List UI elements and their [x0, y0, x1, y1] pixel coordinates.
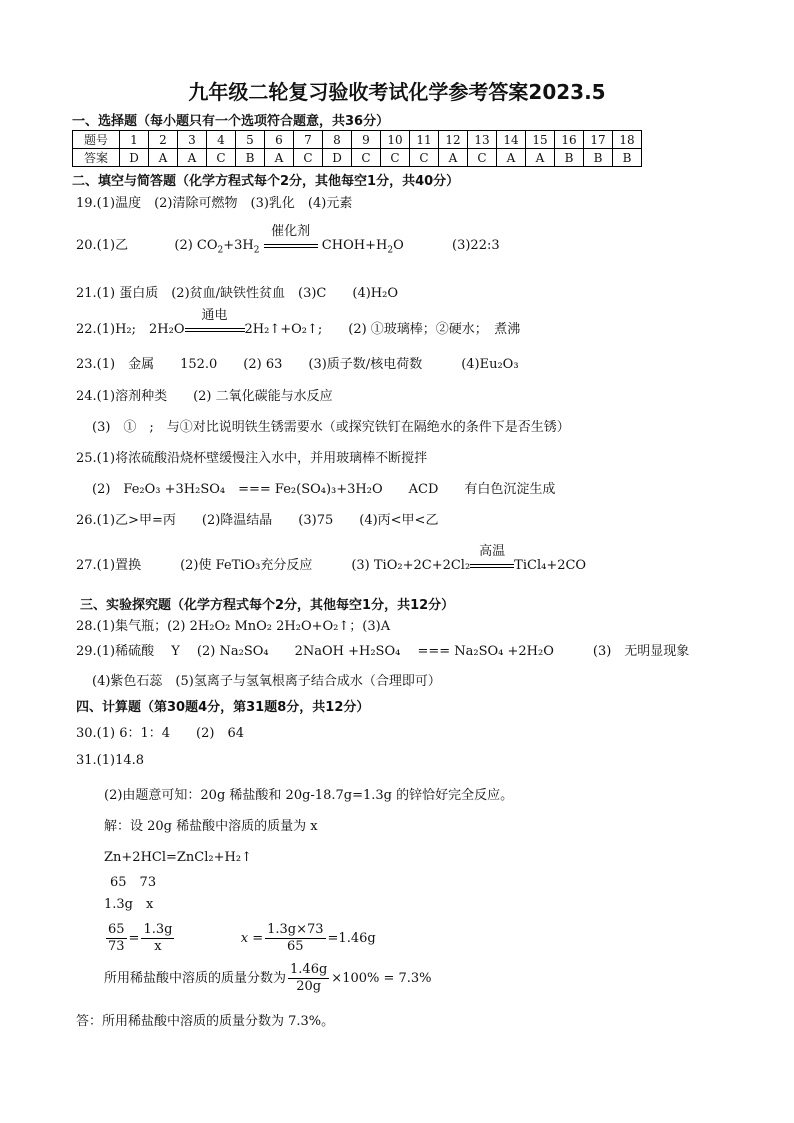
question-number-cell: 11 — [410, 131, 439, 149]
section-3-heading: 三、实验探究题（化学方程式每个2分，其他每空1分，共12分） — [80, 598, 455, 613]
question-number-cell: 3 — [178, 131, 207, 149]
question-number-cell: 13 — [468, 131, 497, 149]
section-4-heading: 四、计算题（第30题4分，第31题8分，共12分） — [76, 700, 370, 715]
answer-28: 28.(1)集气瓶；(2) 2H₂O₂ MnO₂ 2H₂O+O₂↑；(3)A — [76, 619, 391, 634]
mass-fraction: 所用稀盐酸中溶质的质量分数为 $\frac{1.46g}{20g}$ ×100% = 7.3% — [104, 962, 432, 994]
solution-equation: Zn+2HCl=ZnCl₂+H₂↑ — [104, 850, 252, 865]
question-number-cell: 6 — [265, 131, 294, 149]
answer-cell: B — [555, 149, 584, 167]
answer-cell: B — [584, 149, 613, 167]
answer-24-line1: 24.(1)溶剂种类 (2) 二氧化碳能与水反应 — [76, 389, 333, 404]
answer-25-line2: (2) Fe₂O₃ +3H₂SO₄ === Fe₂(SO₄)₃+3H₂O ACD 有白色沉淀生成 — [92, 482, 556, 497]
question-number-cell: 16 — [555, 131, 584, 149]
answer-cell: A — [526, 149, 555, 167]
question-number-cell: 18 — [613, 131, 642, 149]
answer-21: 21.(1) 蛋白质 (2)贫血/缺铁性贫血 (3)C (4)H₂O — [76, 286, 398, 301]
answer-29-line2: (4)紫色石蕊 (5)氢离子与氢氧根离子结合成水（合理即可） — [92, 674, 441, 689]
question-number-cell: 8 — [323, 131, 352, 149]
answer-22: 22.(1)H₂; 2H₂O 通电 2H₂↑+O₂↑; (2) ①玻璃棒；②硬水； 煮沸 — [76, 308, 521, 337]
section-1-heading: 一、选择题（每小题只有一个选项符合题意，共36分） — [72, 114, 390, 129]
answer-23: 23.(1) 金属 152.0 (2) 63 (3)质子数/核电荷数 (4)Eu₂O₃ — [76, 357, 519, 372]
answer-cell: A — [497, 149, 526, 167]
question-number-cell: 17 — [584, 131, 613, 149]
answer-cell: C — [352, 149, 381, 167]
section-2-heading: 二、填空与简答题（化学方程式每个2分，其他每空1分，共40分） — [72, 174, 460, 189]
answer-cell: C — [410, 149, 439, 167]
answer-26: 26.(1)乙>甲=丙 (2)降温结晶 (3)75 (4)丙<甲<乙 — [76, 513, 439, 528]
question-number-cell: 2 — [149, 131, 178, 149]
answer-24-line2: (3) ① ; 与①对比说明铁生锈需要水（或探究铁钉在隔绝水的条件下是否生锈） — [92, 420, 570, 435]
answer-cell: C — [294, 149, 323, 167]
answer-25-line1: 25.(1)将浓硫酸沿烧杯壁缓慢注入水中，并用玻璃棒不断搅拌 — [76, 451, 428, 466]
answer-cell: C — [207, 149, 236, 167]
solution-molar-mass: 65 73 — [110, 875, 157, 890]
answer-cell: B — [236, 149, 265, 167]
question-number-cell: 4 — [207, 131, 236, 149]
condition-electrolysis: 通电 — [185, 322, 245, 337]
answer-20: 20.(1)乙 (2) $CO_2+3H_2$ 催化剂 $CHOH+H_2O$ (3)22:3 — [76, 224, 500, 256]
row-label-answer: 答案 — [73, 149, 120, 167]
question-number-cell: 15 — [526, 131, 555, 149]
proportion-equation: $\frac{65}{73}$ = $\frac{1.3g}{x}$ x = $\frac{1.3g\times 73}{65}$ =1.46g — [108, 922, 376, 954]
question-number-cell: 10 — [381, 131, 410, 149]
answer-cell: B — [613, 149, 642, 167]
answer-table — [72, 130, 642, 167]
fraction-65-73: $\frac{65}{73}$ — [108, 922, 125, 954]
answer-cell: C — [381, 149, 410, 167]
answer-27: 27.(1)置换 (2)使 FeTiO₃充分反应 (3) TiO₂+2C+2Cl₂ 高温 TiCl₄+2CO — [76, 544, 587, 573]
answer-cell: D — [120, 149, 149, 167]
question-number-cell: 1 — [120, 131, 149, 149]
answer-19: 19.(1)温度 (2)清除可燃物 (3)乳化 (4)元素 — [76, 196, 353, 211]
answer-cell: A — [265, 149, 294, 167]
page-title: 九年级二轮复习验收考试化学参考答案2023.5 — [188, 80, 606, 104]
answer-cell: D — [323, 149, 352, 167]
final-answer: 答：所用稀盐酸中溶质的质量分数为 7.3%。 — [76, 1014, 335, 1029]
answer-cell: A — [439, 149, 468, 167]
fraction-1.3g-x: $\frac{1.3g}{x}$ — [143, 922, 173, 954]
fraction-1.46g-20g: $\frac{1.46g}{20g}$ — [290, 962, 328, 994]
answer-30: 30.(1) 6：1：4 (2) 64 — [76, 726, 244, 741]
question-number-cell: 5 — [236, 131, 265, 149]
answer-cell: A — [178, 149, 207, 167]
answer-31-part2: (2)由题意可知：20g 稀盐酸和 20g-18.7g=1.3g 的锌恰好完全反应。 — [104, 788, 514, 803]
answer-cell: A — [149, 149, 178, 167]
condition-high-temp: 高温 — [470, 558, 514, 573]
answer-29-line1: 29.(1)稀硫酸 Y (2) Na₂SO₄ 2NaOH +H₂SO₄ === Na₂SO₄ +2H₂O (3) 无明显现象 — [76, 644, 690, 659]
answer-31-part1: 31.(1)14.8 — [76, 753, 145, 768]
fraction-x-calc: $\frac{1.3g\times 73}{65}$ — [267, 922, 324, 954]
solution-setup: 解：设 20g 稀盐酸中溶质的质量为 x — [104, 819, 318, 834]
answer-cell: C — [468, 149, 497, 167]
question-number-cell: 12 — [439, 131, 468, 149]
question-number-cell: 14 — [497, 131, 526, 149]
question-number-cell: 9 — [352, 131, 381, 149]
row-label-number: 题号 — [73, 131, 120, 149]
solution-values: 1.3g x — [104, 897, 154, 912]
question-number-cell: 7 — [294, 131, 323, 149]
condition-catalyst: 催化剂 — [264, 238, 318, 253]
